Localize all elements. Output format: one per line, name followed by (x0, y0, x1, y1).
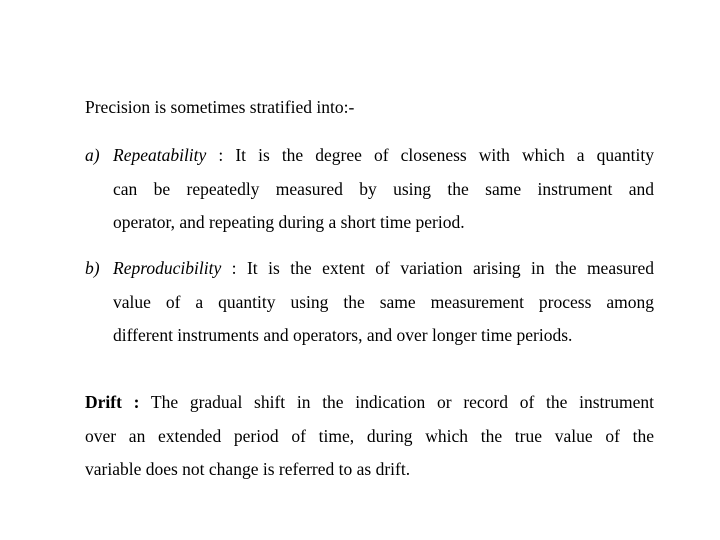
drift-line-1-rest: The gradual shift in the indication or record of the instrument (139, 392, 654, 412)
item-a-line-2: can be repeatedly measured by using the same instrument and (113, 179, 654, 199)
item-b-line-1-rest: : It is the extent of variation arising in the measured (221, 258, 654, 278)
drift-line-3: variable does not change is referred to as drift. (85, 459, 411, 479)
item-b-line-2: value of a quantity using the same measurement process among (113, 292, 654, 312)
item-b-line-1 (113, 258, 654, 278)
drift-line-2: over an extended period of time, during which the true value of the (85, 426, 654, 446)
item-marker-b: b) (85, 258, 100, 278)
item-b-line-3: different instruments and operators, and over longer time periods. (113, 325, 573, 345)
item-a-line-1 (113, 145, 654, 165)
term-drift: Drift : (85, 392, 140, 412)
item-a-line-3: operator, and repeating during a short time period. (113, 212, 465, 232)
item-a-line-1-rest: : It is the degree of closeness with which a quantity (206, 145, 654, 165)
term-repeatability: Repeatability (113, 145, 207, 165)
intro-text: Precision is sometimes stratified into:- (85, 97, 355, 117)
item-marker-a: a) (85, 145, 100, 165)
drift-line-1 (85, 392, 654, 412)
term-reproducibility: Reproducibility (113, 258, 222, 278)
